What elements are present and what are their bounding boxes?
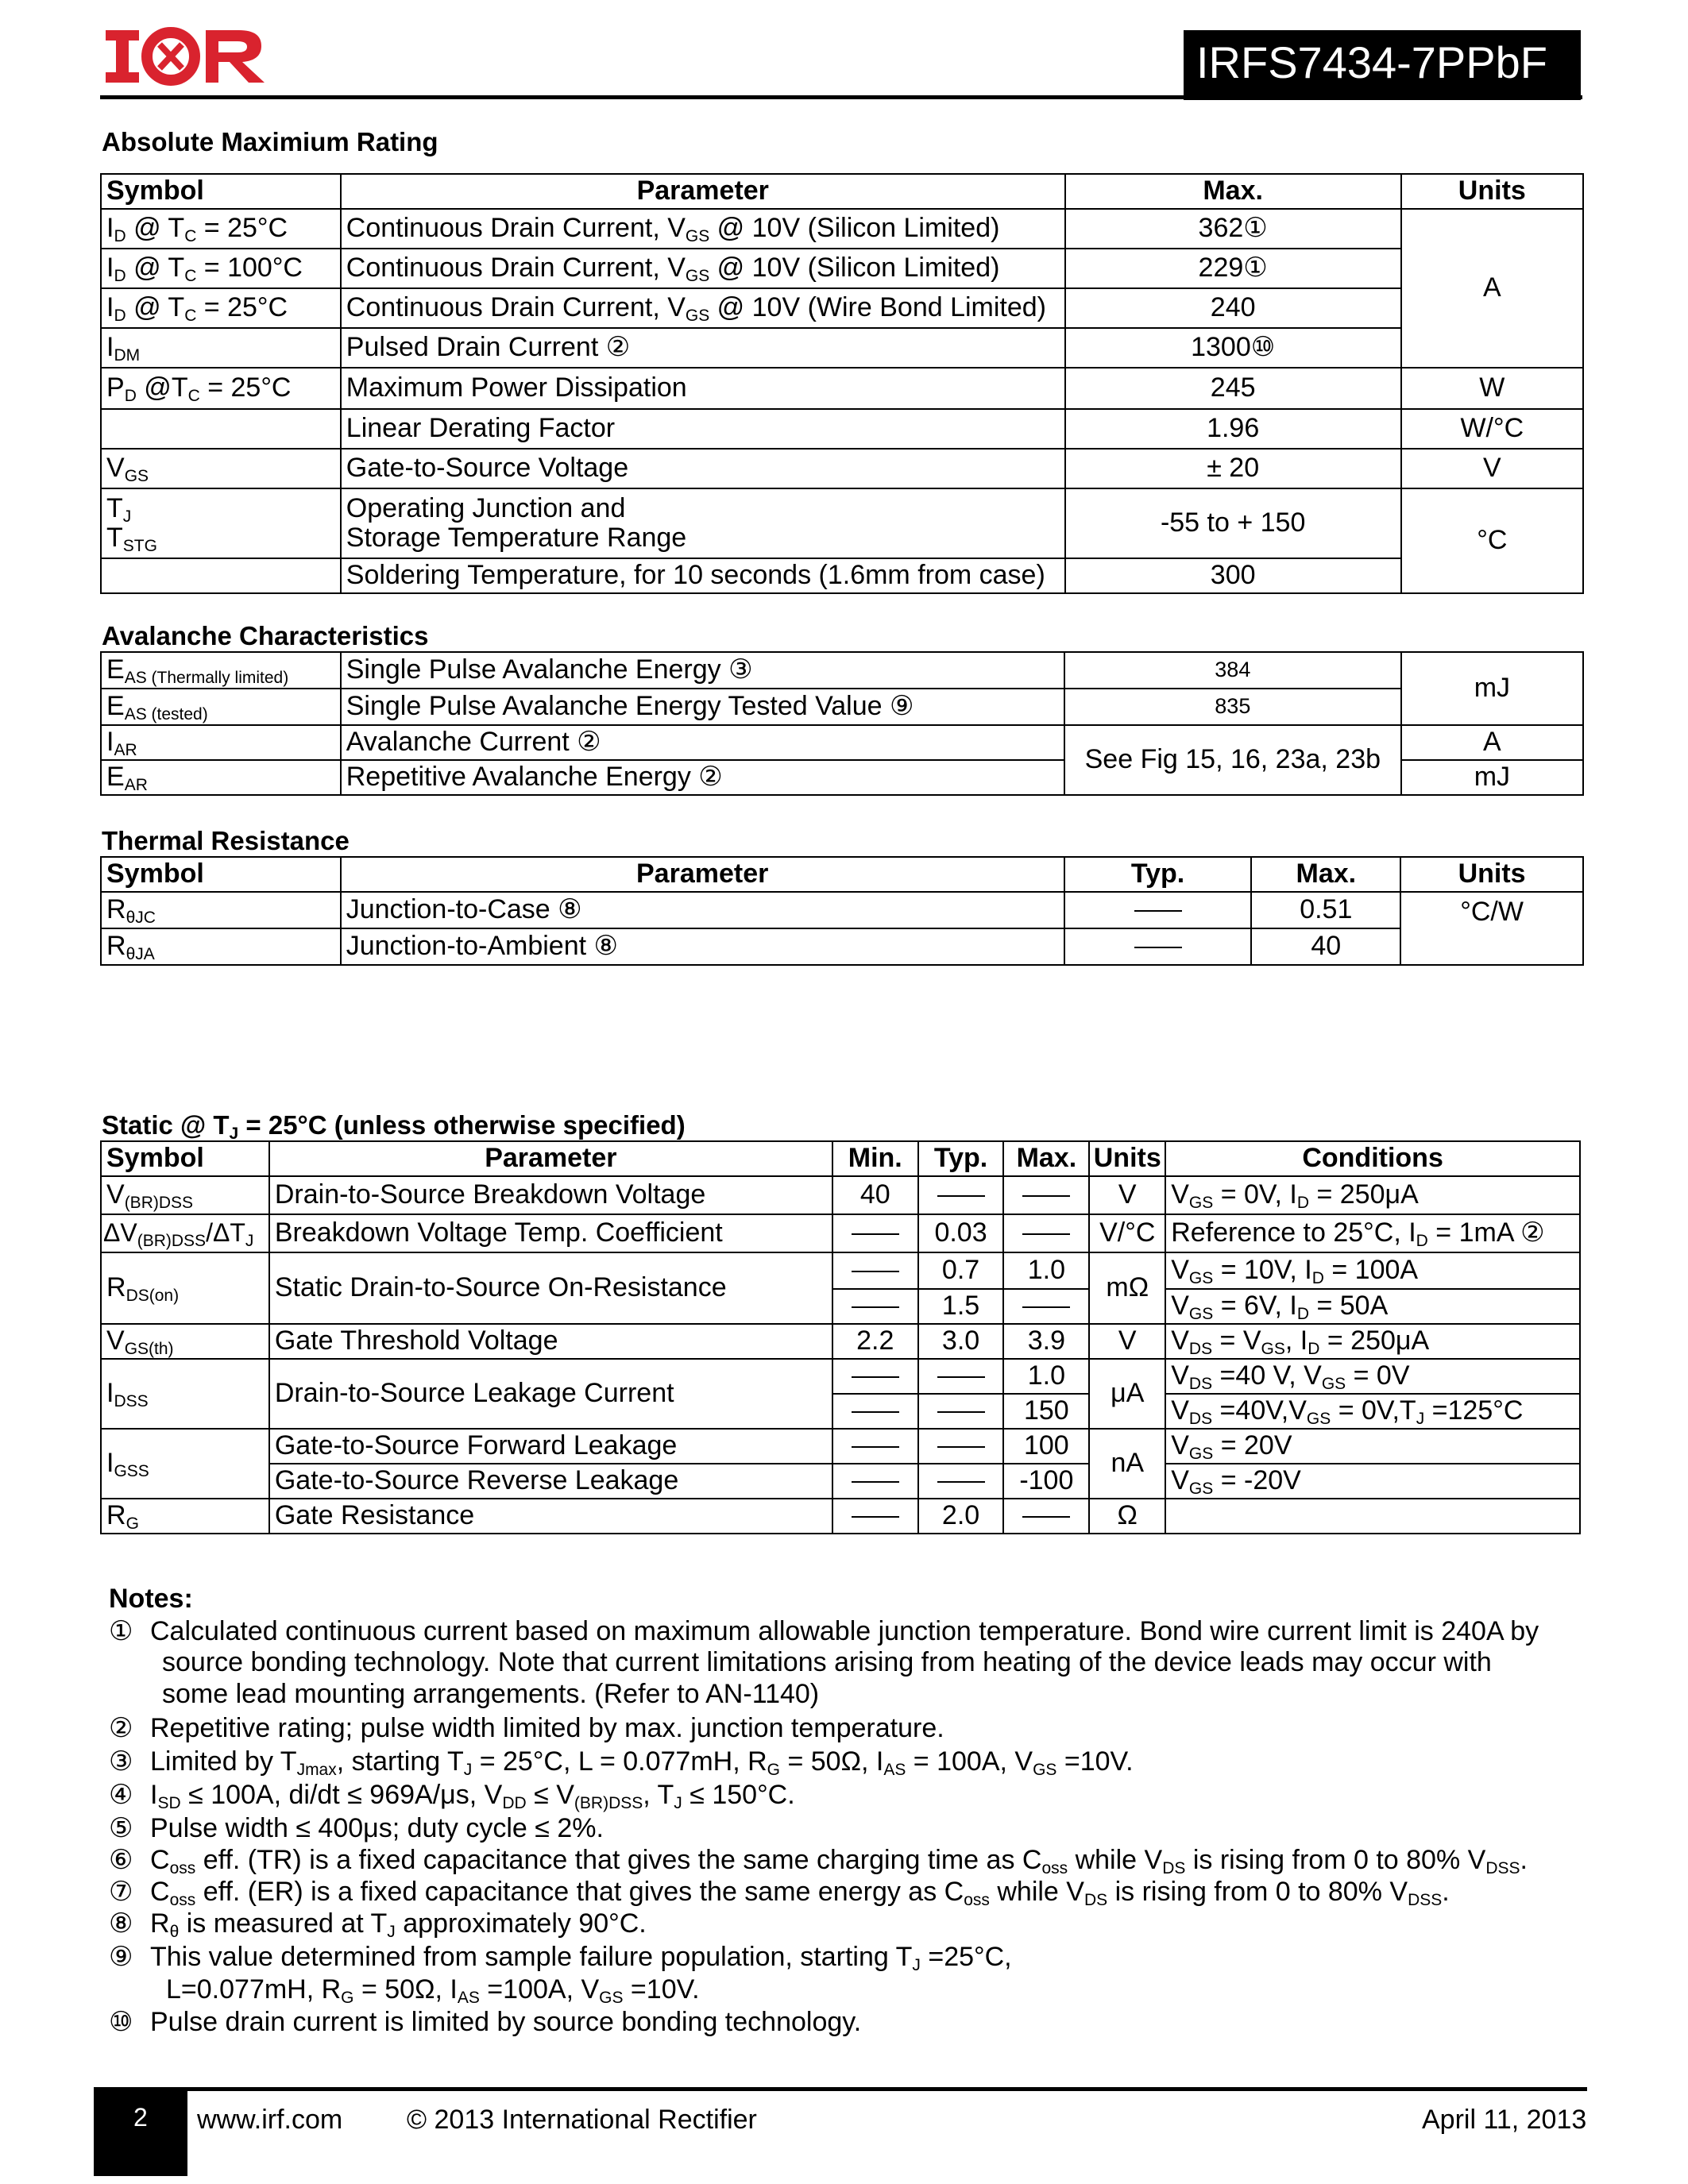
- max-value: 362①: [1065, 209, 1401, 249]
- part-number: IRFS7434-7PPbF: [1196, 37, 1547, 87]
- min-value: [832, 1429, 918, 1464]
- max-value: 3.9: [1003, 1324, 1089, 1359]
- max-value: [1003, 1176, 1089, 1214]
- max-value: [1003, 1214, 1089, 1252]
- max-value: [1003, 1289, 1089, 1324]
- unit: A: [1401, 725, 1583, 760]
- note-1: ① Calculated continuous current based on maximum allowable junction temperature. Bond wire current limit is 240A by: [109, 1616, 1539, 1646]
- typ-value: [918, 1429, 1004, 1464]
- footer-url[interactable]: www.irf.com: [197, 2105, 343, 2135]
- footer-copyright: © 2013 International Rectifier: [407, 2105, 757, 2135]
- symbol: $T_J$ $T_{STG}$: [101, 488, 341, 558]
- note-7: ⑦ $C_{oss}$ eff. (ER) is a fixed capacitance that gives the same energy as $C_{oss}$ while $V_{DS}$ is rising from 0 to 80% $V_{DSS}$.: [109, 1877, 1450, 1909]
- table-row: [101, 892, 1583, 928]
- conditions: $V_{DS} =40V,V_{GS} = 0V,T_J =125^\circ C$: [1165, 1394, 1580, 1429]
- symbol: $R_{\theta JC}$: [101, 892, 341, 928]
- header-parameter: Parameter: [341, 174, 1065, 209]
- table-row: [101, 488, 1583, 558]
- parameter: Gate Resistance: [269, 1499, 832, 1534]
- abs-max-table: [100, 173, 1584, 594]
- parameter: Gate Threshold Voltage: [269, 1324, 832, 1359]
- symbol: $E_{AS (tested)}$: [101, 689, 341, 725]
- table-row: [101, 558, 1583, 593]
- symbol: $I_D$ @ $T_C = 100^\circ C$: [101, 249, 341, 288]
- symbol: $I_D$ @ $T_C = 25^\circ C$: [101, 288, 341, 328]
- symbol: $I_{GSS}$: [101, 1429, 269, 1499]
- parameter: Continuous Drain Current, $V_{GS}$ @ 10V (Wire Bond Limited): [341, 288, 1065, 328]
- min-value: 2.2: [832, 1324, 918, 1359]
- symbol: [101, 558, 341, 593]
- table-row: [101, 689, 1583, 725]
- table-row: [101, 449, 1583, 488]
- header-parameter: Parameter: [269, 1141, 832, 1176]
- table-header: [101, 857, 1583, 892]
- page-number: 2: [133, 2103, 148, 2132]
- max-value: 384: [1064, 652, 1401, 689]
- table-row: [101, 928, 1583, 965]
- header-symbol: Symbol: [101, 1141, 269, 1176]
- header-symbol: Symbol: [101, 857, 341, 892]
- note-6: ⑥ $C_{oss}$ eff. (TR) is a fixed capacitance that gives the same charging time as $C_{oss}$ while $V_{DS}$ is rising from 0 to 80% $V_{DSS}$.: [109, 1845, 1528, 1877]
- max-value: -100: [1003, 1464, 1089, 1499]
- table-header: [101, 174, 1583, 209]
- table-row: [101, 368, 1583, 409]
- symbol: $R_{DS(on)}$: [101, 1252, 269, 1324]
- parameter: Maximum Power Dissipation: [341, 368, 1065, 409]
- parameter: Gate-to-Source Voltage: [341, 449, 1065, 488]
- unit: °C: [1401, 488, 1583, 593]
- note-4: ④ $I_{SD} \le 100A$, di/dt ≤ 969A/μs, $V_{DD} \le V_{(BR)DSS}$, $T_J \le 150^\circ C$.: [109, 1780, 795, 1812]
- table-row: [101, 725, 1583, 760]
- header-conditions: Conditions: [1165, 1141, 1580, 1176]
- header-typ: Typ.: [1064, 857, 1252, 892]
- header-max: Max.: [1003, 1141, 1089, 1176]
- max-value: ± 20: [1065, 449, 1401, 488]
- symbol: $I_D$ @ $T_C = 25^\circ C$: [101, 209, 341, 249]
- max-value: 150: [1003, 1394, 1089, 1429]
- typ-value: [918, 1394, 1004, 1429]
- header-units: Units: [1401, 174, 1583, 209]
- note-9: ⑨ This value determined from sample failure population, starting $T_J =25^\circ C$,: [109, 1942, 1012, 1974]
- note-3: ③ Limited by $T_{Jmax}$, starting $T_J = 25^\circ C$, L = 0.077mH, $R_G = 50\Omega$, $I_{AS} = 100A$, $V_{GS} =10V$.: [109, 1746, 1134, 1779]
- parameter: Operating Junction and Storage Temperature Range: [341, 488, 1065, 558]
- thermal-title: Thermal Resistance: [102, 826, 350, 855]
- symbol: $R_G$: [101, 1499, 269, 1534]
- conditions: [1165, 1499, 1580, 1534]
- max-value: 245: [1065, 368, 1401, 409]
- notes-title: Notes:: [109, 1584, 193, 1614]
- header-symbol: Symbol: [101, 174, 341, 209]
- max-value: 229①: [1065, 249, 1401, 288]
- parameter: Soldering Temperature, for 10 seconds (1.6mm from case): [341, 558, 1065, 593]
- conditions: $V_{GS} = -20V$: [1165, 1464, 1580, 1499]
- unit: V: [1089, 1324, 1165, 1359]
- unit: V: [1401, 449, 1583, 488]
- typ-value: [1064, 928, 1252, 965]
- max-value: 40: [1251, 928, 1400, 965]
- unit: °C/W: [1400, 892, 1583, 965]
- parameter: Continuous Drain Current, $V_{GS}$ @ 10V (Silicon Limited): [341, 249, 1065, 288]
- symbol: [101, 409, 341, 449]
- symbol: $V_{GS}$: [101, 449, 341, 488]
- symbol: $E_{AS (Thermally limited)}$: [101, 652, 341, 689]
- header-parameter: Parameter: [341, 857, 1064, 892]
- max-value: -55 to + 150: [1065, 488, 1401, 558]
- min-value: [832, 1359, 918, 1394]
- table-row: [101, 1429, 1580, 1464]
- parameter: Avalanche Current ②: [341, 725, 1064, 760]
- typ-value: 1.5: [918, 1289, 1004, 1324]
- avalanche-title: Avalanche Characteristics: [102, 621, 429, 650]
- symbol: $V_{GS(th)}$: [101, 1324, 269, 1359]
- min-value: [832, 1394, 918, 1429]
- conditions: Reference to 25°C, $I_D = 1mA$ ②: [1165, 1214, 1580, 1252]
- typ-value: [1064, 892, 1252, 928]
- thermal-table: [100, 856, 1584, 966]
- header-max: Max.: [1065, 174, 1401, 209]
- symbol: $P_D$ $@T_C = 25^\circ C$: [101, 368, 341, 409]
- unit: V: [1089, 1176, 1165, 1214]
- unit: mΩ: [1089, 1252, 1165, 1324]
- unit: V/°C: [1089, 1214, 1165, 1252]
- page-number-box: [94, 2087, 187, 2176]
- symbol: $V_{(BR)DSS}$: [101, 1176, 269, 1214]
- parameter: Linear Derating Factor: [341, 409, 1065, 449]
- header-min: Min.: [832, 1141, 918, 1176]
- table-row: [101, 1324, 1580, 1359]
- note-5: ⑤ Pulse width ≤ 400μs; duty cycle ≤ 2%.: [109, 1813, 604, 1843]
- table-row: [101, 1359, 1580, 1394]
- unit: A: [1401, 209, 1583, 368]
- conditions: $V_{DS} = V_{GS}$, $I_D = 250\mu A$: [1165, 1324, 1580, 1359]
- max-value: [1003, 1499, 1089, 1534]
- footer-date: April 11, 2013: [1422, 2105, 1587, 2135]
- min-value: [832, 1499, 918, 1534]
- table-row: [101, 1176, 1580, 1214]
- note-10: ⑩ Pulse drain current is limited by source bonding technology.: [109, 2007, 862, 2037]
- typ-value: [918, 1464, 1004, 1499]
- min-value: [832, 1289, 918, 1324]
- parameter: Single Pulse Avalanche Energy ③: [341, 652, 1064, 689]
- min-value: [832, 1214, 918, 1252]
- typ-value: 2.0: [918, 1499, 1004, 1534]
- typ-value: 0.03: [918, 1214, 1004, 1252]
- note-1-line-2: source bonding technology. Note that current limitations arising from heating of the device leads may occur with: [162, 1647, 1492, 1677]
- header-typ: Typ.: [918, 1141, 1004, 1176]
- unit: nA: [1089, 1429, 1165, 1499]
- max-value: 1300⑩: [1065, 328, 1401, 368]
- typ-value: [918, 1176, 1004, 1214]
- conditions: $V_{GS} = 6V$, $I_D = 50A$: [1165, 1289, 1580, 1324]
- max-value: 240: [1065, 288, 1401, 328]
- max-value: 1.0: [1003, 1359, 1089, 1394]
- table-row: [101, 1252, 1580, 1289]
- symbol: $E_{AR}$: [101, 760, 341, 795]
- max-value: 100: [1003, 1429, 1089, 1464]
- static-title: Static @ $T_J = 25^\circ C$ (unless otherwise specified): [102, 1110, 686, 1143]
- table-row: [101, 209, 1583, 249]
- symbol: $I_{DM}$: [101, 328, 341, 368]
- typ-value: 0.7: [918, 1252, 1004, 1289]
- max-value: 835: [1064, 689, 1401, 725]
- header-max: Max.: [1251, 857, 1400, 892]
- avalanche-table: [100, 651, 1584, 796]
- unit: mJ: [1401, 760, 1583, 795]
- min-value: [832, 1464, 918, 1499]
- table-row: [101, 409, 1583, 449]
- note-8: ⑧ $R_\theta$ is measured at $T_J$ approximately 90°C.: [109, 1908, 647, 1941]
- table-row: [101, 652, 1583, 689]
- logo-graphic: [106, 27, 271, 87]
- conditions: $V_{GS} = 0V$, $I_D = 250\mu A$: [1165, 1176, 1580, 1214]
- parameter: Drain-to-Source Leakage Current: [269, 1359, 832, 1429]
- symbol: $R_{\theta JA}$: [101, 928, 341, 965]
- symbol: $\Delta V_{(BR)DSS}/\Delta T_J$: [101, 1214, 269, 1252]
- abs-max-title: Absolute Maximium Rating: [102, 127, 438, 156]
- table-row: [101, 1464, 1580, 1499]
- parameter: Gate-to-Source Forward Leakage: [269, 1429, 832, 1464]
- table-row: [101, 1499, 1580, 1534]
- logo: [106, 27, 271, 87]
- unit: W: [1401, 368, 1583, 409]
- table-row: [101, 288, 1583, 328]
- symbol: $I_{DSS}$: [101, 1359, 269, 1429]
- header-units: Units: [1400, 857, 1583, 892]
- typ-value: [918, 1359, 1004, 1394]
- see-fig: See Fig 15, 16, 23a, 23b: [1064, 725, 1401, 795]
- min-value: [832, 1252, 918, 1289]
- typ-value: 3.0: [918, 1324, 1004, 1359]
- max-value: 1.0: [1003, 1252, 1089, 1289]
- table-row: [101, 328, 1583, 368]
- min-value: 40: [832, 1176, 918, 1214]
- parameter: Junction-to-Ambient ⑧: [341, 928, 1064, 965]
- parameter: Repetitive Avalanche Energy ②: [341, 760, 1064, 795]
- conditions: $V_{GS} = 10V$, $I_D = 100A$: [1165, 1252, 1580, 1289]
- note-1-line-3: some lead mounting arrangements. (Refer to AN-1140): [162, 1679, 820, 1709]
- conditions: $V_{GS} = 20V$: [1165, 1429, 1580, 1464]
- conditions: $V_{DS} =40$ V, $V_{GS} = 0V$: [1165, 1359, 1580, 1394]
- parameter: Single Pulse Avalanche Energy Tested Value ⑨: [341, 689, 1064, 725]
- parameter: Breakdown Voltage Temp. Coefficient: [269, 1214, 832, 1252]
- unit: mJ: [1401, 652, 1583, 725]
- unit: μA: [1089, 1359, 1165, 1429]
- max-value: 1.96: [1065, 409, 1401, 449]
- parameter: Static Drain-to-Source On-Resistance: [269, 1252, 832, 1324]
- part-number-banner: [1184, 30, 1581, 100]
- note-9-line-2: L=0.077mH, $R_G = 50\Omega$, $I_{AS} =100A$, $V_{GS} =10V$.: [166, 1974, 700, 2007]
- table-row: [101, 249, 1583, 288]
- note-2: ② Repetitive rating; pulse width limited by max. junction temperature.: [109, 1713, 944, 1743]
- max-value: 0.51: [1251, 892, 1400, 928]
- symbol: $I_{AR}$: [101, 725, 341, 760]
- table-row: [101, 1214, 1580, 1252]
- parameter: Drain-to-Source Breakdown Voltage: [269, 1176, 832, 1214]
- static-table: [100, 1140, 1581, 1534]
- header-rule: [100, 95, 1582, 99]
- table-header: [101, 1141, 1580, 1176]
- parameter: Pulsed Drain Current ②: [341, 328, 1065, 368]
- unit: W/°C: [1401, 409, 1583, 449]
- unit: Ω: [1089, 1499, 1165, 1534]
- parameter: Continuous Drain Current, $V_{GS}$ @ 10V (Silicon Limited): [341, 209, 1065, 249]
- parameter: Junction-to-Case ⑧: [341, 892, 1064, 928]
- parameter: Gate-to-Source Reverse Leakage: [269, 1464, 832, 1499]
- max-value: 300: [1065, 558, 1401, 593]
- footer-rule: [94, 2087, 1587, 2091]
- header-units: Units: [1089, 1141, 1165, 1176]
